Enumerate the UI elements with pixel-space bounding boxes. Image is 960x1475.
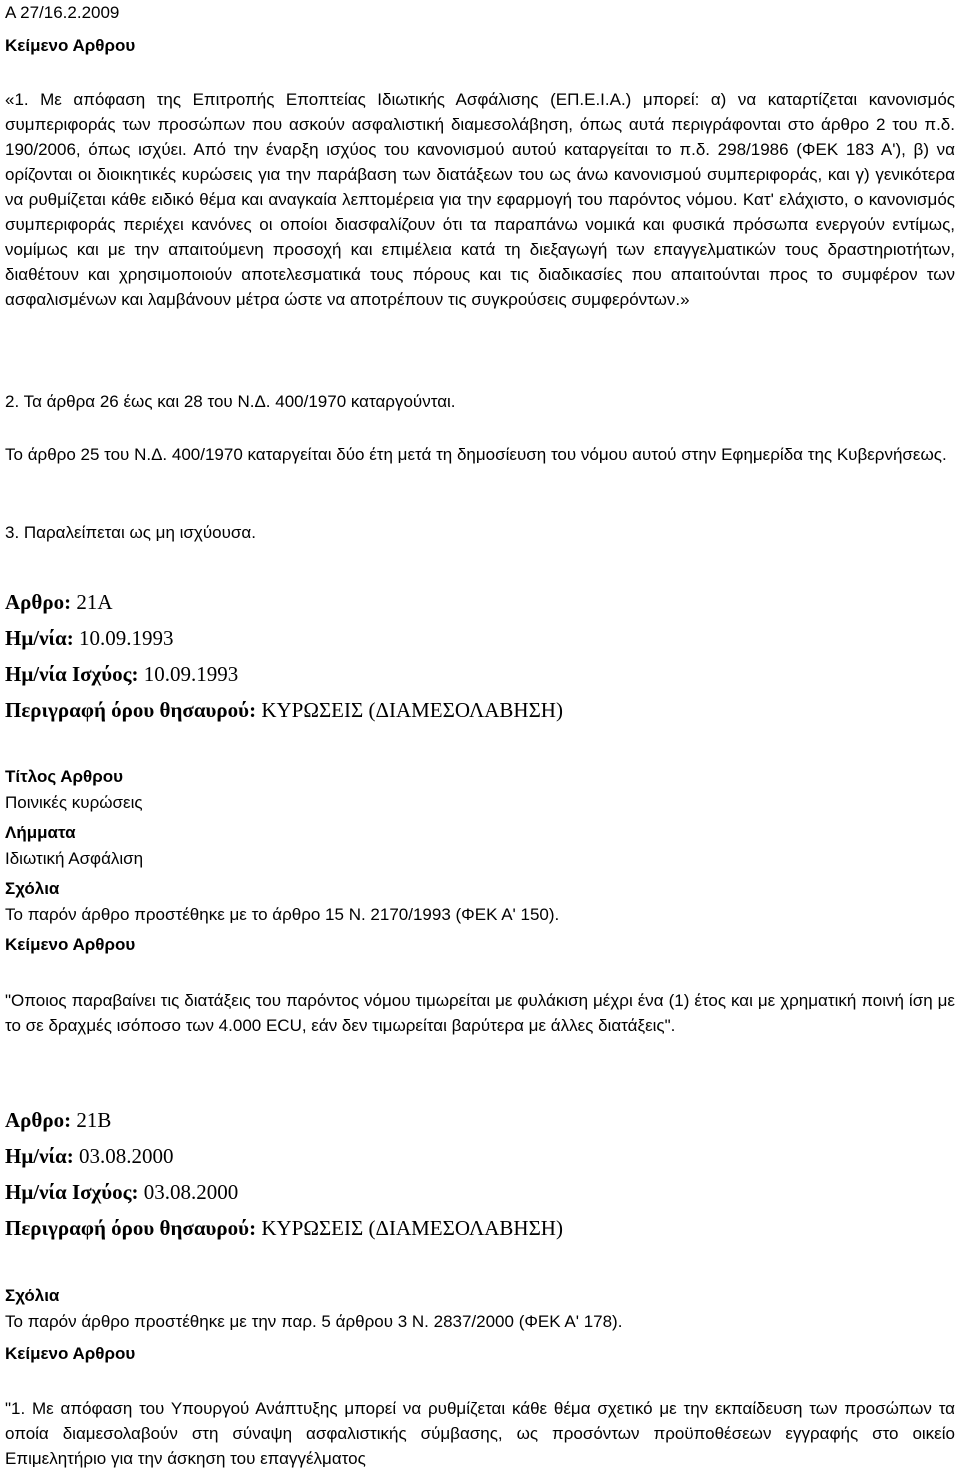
article-title-value: Ποινικές κυρώσεις <box>5 793 143 812</box>
comments-value: Το παρόν άρθρο προστέθηκε με το άρθρο 15 Ν. 2170/1993 (ΦΕΚ Α' 150). <box>5 905 560 924</box>
article-text-heading: Κείμενο Αρθρου <box>5 935 136 954</box>
article-effective-date-row <box>5 1174 955 1210</box>
article-date-value: 10.09.1993 <box>78 626 174 650</box>
article-number-row <box>5 1102 955 1138</box>
article-number-label: Αρθρο: <box>5 1108 72 1132</box>
article-text-heading: Κείμενο Αρθρου <box>5 36 136 55</box>
article-effective-date-row <box>5 656 955 692</box>
article-number-row <box>5 584 955 620</box>
thesaurus-term-label: Περιγραφή όρου θησαυρού: <box>5 1216 257 1240</box>
article-date-label: Ημ/νία: <box>5 1144 74 1168</box>
article-date-value: 03.08.2000 <box>78 1144 174 1168</box>
article-text-heading: Κείμενο Αρθρου <box>5 1344 136 1363</box>
article-effective-date-label: Ημ/νία Ισχύος: <box>5 1180 139 1204</box>
comments-heading: Σχόλια <box>5 879 60 898</box>
article-effective-date-value: 03.08.2000 <box>143 1180 239 1204</box>
article-title-heading: Τίτλος Αρθρου <box>5 767 124 786</box>
lemmas-value: Ιδιωτική Ασφάλιση <box>5 849 144 868</box>
article-number-value: 21Α <box>76 590 113 614</box>
article-number-label: Αρθρο: <box>5 590 72 614</box>
article-date-row <box>5 620 955 656</box>
article-text-body: "1. Με απόφαση του Υπουργού Ανάπτυξης μπορεί να ρυθμίζεται κάθε θέμα σχετικό με την εκπαίδευση των προσώπων τα οποία διαμεσολαβούν στη σύναψη ασφαλιστικής σύμβασης, ως προσόντων προϋποθέσεων εγγραφής στο οικείο Επιμελητήριο για την άσκηση του επαγγέλματος <box>5 1399 955 1468</box>
article-date-label: Ημ/νία: <box>5 626 74 650</box>
thesaurus-term-value: ΚΥΡΩΣΕΙΣ (ΔΙΑΜΕΣΟΛΑΒΗΣΗ) <box>261 1216 563 1240</box>
article-number-value: 21Β <box>76 1108 112 1132</box>
article-date-row <box>5 1138 955 1174</box>
article-effective-date-label: Ημ/νία Ισχύος: <box>5 662 139 686</box>
thesaurus-term-value: ΚΥΡΩΣΕΙΣ (ΔΙΑΜΕΣΟΛΑΒΗΣΗ) <box>261 698 563 722</box>
thesaurus-term-row <box>5 692 955 728</box>
article-effective-date-value: 10.09.1993 <box>143 662 239 686</box>
comments-value: Το παρόν άρθρο προστέθηκε με την παρ. 5 άρθρου 3 Ν. 2837/2000 (ΦΕΚ Α' 178). <box>5 1312 623 1331</box>
article-paragraph-1: «1. Με απόφαση της Επιτροπής Εποπτείας Ιδιωτικής Ασφάλισης (ΕΠ.Ε.Ι.Α.) μπορεί: α) να καταρτίζεται κανονισμός συμπεριφοράς των προσώπων που ασκούν ασφαλιστική διαμεσολάβηση, όπως αυτά περιγράφονται στο άρθρο 2 του π.δ. 190/2006, όπως ισχύει. Από την έναρξη ισχύος του κανονισμού αυτού καταργείται το π.δ. 298/1986 (ΦΕΚ 183 Α'), β) να ορίζονται οι διοικητικές κυρώσεις για την παράβαση των διατάξεων του ως άνω κανονισμού συμπεριφοράς, και γ) γενικότερα να ρυθμίζεται κάθε ειδικό θέμα και αναγκαία λεπτομέρεια για την εφαρμογή του παρόντος νόμου. Κατ' ελάχιστο, ο κανονισμός συμπεριφοράς περιέχει κανόνες οι οποίοι διασφαλίζουν ότι τα παραπάνω νομικά και φυσικά πρόσωπα ενεργούν εντίμως, νομίμως και με την απαιτούμενη προσοχή και επιμέλεια κατά τη διεξαγωγή των επαγγελματικών τους δραστηριοτήτων, διαθέτουν και χρησιμοποιούν αποτελεσματικά τους πόρους και τις διαδικασίες που απαιτούνται προς το συμφέρον των ασφαλισμένων και λαμβάνουν μέτρα ώστε να αποτρέπουν τις συγκρούσεις συμφερόντων.» <box>5 90 955 309</box>
article-paragraph-2: 2. Τα άρθρα 26 έως και 28 του Ν.Δ. 400/1970 καταργούνται. <box>5 392 456 411</box>
article-paragraph-3: Το άρθρο 25 του Ν.Δ. 400/1970 καταργείται δύο έτη μετά τη δημοσίευση του νόμου αυτού στην Εφημερίδα της Κυβερνήσεως. <box>5 445 947 464</box>
comments-heading: Σχόλια <box>5 1286 60 1305</box>
article-paragraph-4: 3. Παραλείπεται ως μη ισχύουσα. <box>5 523 256 542</box>
document-date: Α 27/16.2.2009 <box>5 3 120 22</box>
thesaurus-term-row <box>5 1210 955 1246</box>
thesaurus-term-label: Περιγραφή όρου θησαυρού: <box>5 698 257 722</box>
article-text-body: "Οποιος παραβαίνει τις διατάξεις του παρόντος νόμου τιμωρείται με φυλάκιση μέχρι ένα (1) έτος και με χρηματική ποινή ίση με το σε δραχμές ισόποσο των 4.000 ECU, εάν δεν τιμωρείται βαρύτερα με άλλες διατάξεις". <box>5 991 955 1035</box>
lemmas-heading: Λήμματα <box>5 823 76 842</box>
